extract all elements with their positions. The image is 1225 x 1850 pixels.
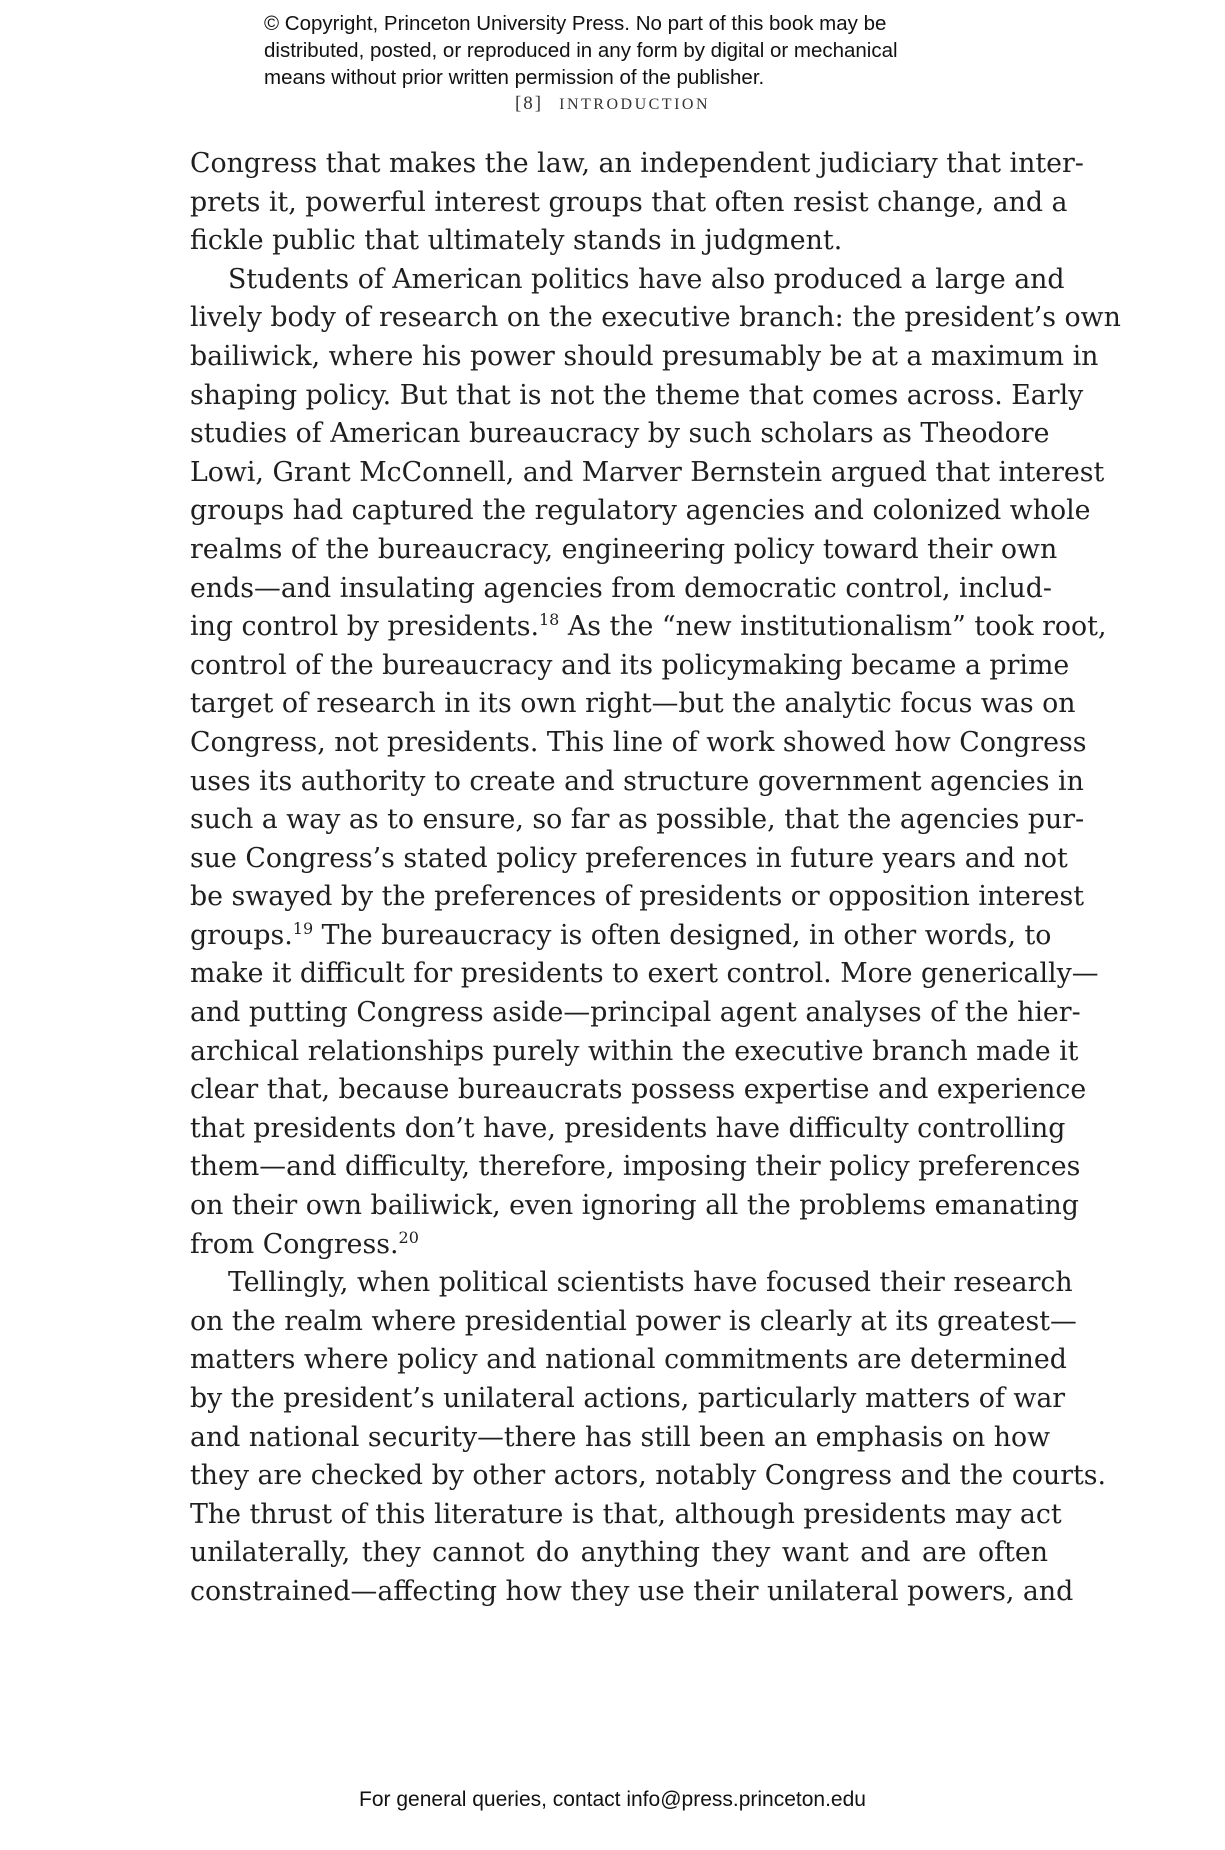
text-line <box>190 1033 1079 1072</box>
line-text: prets it, powerful interest groups that often resist change, and a <box>190 186 1068 218</box>
line-text: uses its authority to create and structure government agencies in <box>190 765 1084 797</box>
line-text: and national security—there has still been an emphasis on how <box>190 1421 1051 1453</box>
line-text: lively body of research on the executive branch: the president’s own <box>190 302 1121 334</box>
line-text: archical relationships purely within the executive branch made it <box>190 1035 1079 1067</box>
page-number: [8] <box>514 93 544 114</box>
line-text: Lowi, Grant McConnell, and Marver Bernstein argued that interest <box>190 456 1105 488</box>
text-line <box>190 492 1091 531</box>
line-text: they are checked by other actors, notably Congress and the courts. <box>190 1460 1107 1492</box>
text-line <box>190 955 1099 994</box>
line-text: Congress that makes the law, an independent judiciary that inter- <box>190 148 1084 179</box>
line-text: ing control by presidents. <box>190 611 539 643</box>
line-text-continued: The bureaucracy is often designed, in other words, to <box>313 919 1052 951</box>
text-line <box>190 801 1085 840</box>
text-line <box>190 724 1087 763</box>
text-line <box>190 338 1099 377</box>
text-line <box>190 1534 1048 1573</box>
footnote-ref[interactable]: 20 <box>398 1227 419 1247</box>
text-line <box>190 454 1105 493</box>
line-text: Students of American politics have also produced a large and <box>228 263 1065 295</box>
text-line <box>190 878 1085 917</box>
line-text: them—and difficulty, therefore, imposing their policy preferences <box>190 1151 1081 1183</box>
text-line <box>190 685 1076 724</box>
running-head <box>0 93 1225 115</box>
line-text: The thrust of this literature is that, although presidents may act <box>190 1498 1062 1530</box>
text-line <box>190 1457 1107 1496</box>
line-text: groups. <box>190 919 293 951</box>
line-text: groups had captured the regulatory agencies and colonized whole <box>190 495 1091 527</box>
line-text: on their own bailiwick, even ignoring all the problems emanating <box>190 1190 1079 1222</box>
footnote-ref[interactable]: 18 <box>538 610 560 630</box>
line-text: on the realm where presidential power is clearly at its greatest— <box>190 1305 1077 1337</box>
line-text: fickle public that ultimately stands in judgment. <box>190 225 843 257</box>
line-text: by the president’s unilateral actions, particularly matters of war <box>190 1383 1066 1414</box>
text-line <box>190 1341 1067 1380</box>
line-text: Tellingly, when political scientists have focused their research <box>228 1267 1073 1299</box>
line-text: make it difficult for presidents to exert control. More generically— <box>190 958 1099 990</box>
text-line <box>190 261 1065 300</box>
line-text: and putting Congress aside—principal agent analyses of the hier- <box>190 997 1081 1029</box>
line-text: from Congress. <box>190 1228 399 1260</box>
text-line <box>190 531 1058 570</box>
text-line <box>190 647 1070 686</box>
text-line <box>190 415 1048 454</box>
text-line <box>190 1496 1062 1535</box>
copyright-notice <box>264 10 984 91</box>
line-text: sue Congress’s stated policy preferences in future years and not <box>190 842 1068 874</box>
footnote-ref[interactable]: 19 <box>292 918 314 938</box>
line-text: unilaterally, they cannot do anything they want and are often <box>190 1537 1048 1569</box>
line-text: constrained—affecting how they use their unilateral powers, and <box>190 1575 1074 1607</box>
text-line <box>190 570 1052 609</box>
copyright-line: © Copyright, Princeton University Press. No part of this book may be <box>264 12 887 35</box>
line-text: control of the bureaucracy and its policymaking became a prime <box>190 649 1070 681</box>
text-line <box>190 299 1121 338</box>
copyright-line: distributed, posted, or reproduced in any form by digital or mechanical <box>264 39 898 62</box>
footer-contact: For general queries, contact info@press.princeton.edu <box>359 1788 866 1811</box>
line-text: such a way as to ensure, so far as possible, that the agencies pur- <box>190 804 1085 836</box>
text-line <box>190 377 1084 416</box>
text-line <box>190 1110 1066 1149</box>
line-text: shaping policy. But that is not the theme that comes across. Early <box>190 379 1084 411</box>
line-text-continued: As the “new institutionalism” took root, <box>559 611 1107 643</box>
text-line <box>190 1264 1073 1303</box>
text-line <box>190 222 1048 261</box>
line-text: target of research in its own right—but the analytic focus was on <box>190 688 1076 720</box>
line-text: that presidents don’t have, presidents have difficulty controlling <box>190 1112 1066 1144</box>
text-line <box>190 1187 1079 1226</box>
text-line <box>190 1419 1051 1458</box>
text-line <box>190 763 1084 802</box>
text-line <box>190 184 1068 223</box>
line-text: matters where policy and national commitments are determined <box>190 1344 1067 1376</box>
text-line <box>190 994 1081 1033</box>
line-text: be swayed by the preferences of presidents or opposition interest <box>190 881 1085 913</box>
text-line <box>190 608 1107 647</box>
text-line <box>190 1573 1074 1612</box>
section-title: INTRODUCTION <box>559 96 711 113</box>
line-text: Congress, not presidents. This line of work showed how Congress <box>190 726 1087 758</box>
body-text <box>190 145 1121 1612</box>
line-text: bailiwick, where his power should presumably be at a maximum in <box>190 340 1099 372</box>
text-line <box>190 145 1084 184</box>
line-text: clear that, because bureaucrats possess expertise and experience <box>190 1074 1087 1106</box>
text-line <box>190 1071 1087 1110</box>
line-text: studies of American bureaucracy by such scholars as Theodore <box>190 418 1050 450</box>
line-text: realms of the bureaucracy, engineering policy toward their own <box>190 533 1058 565</box>
text-line <box>190 1303 1077 1342</box>
text-line <box>190 840 1068 879</box>
text-line <box>190 1380 1066 1419</box>
text-line <box>190 917 1052 956</box>
line-text: ends—and insulating agencies from democratic control, includ- <box>190 572 1052 604</box>
text-line <box>190 1226 1048 1265</box>
copyright-line: means without prior written permission of the publisher. <box>264 66 765 89</box>
text-line <box>190 1148 1081 1187</box>
